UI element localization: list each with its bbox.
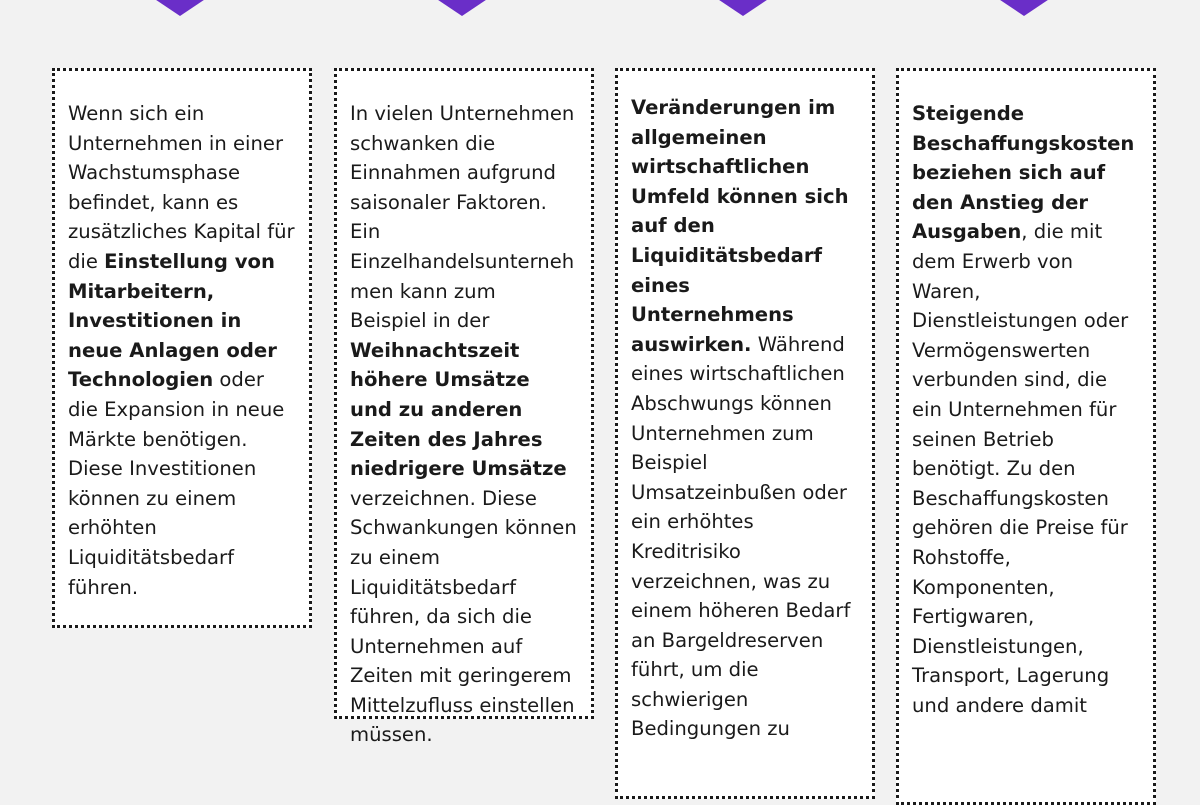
info-card-seasonal <box>334 68 594 747</box>
card-text-regular: Wenn sich ein Unternehmen in einer Wachstumsphase befindet, kann es zusätzliches Kapital für die <box>68 102 295 273</box>
card-text-regular: oder die Expansion in neue Märkte benötigen. Diese Investitionen können zu einem erhöhten Liquiditätsbedarf führen. <box>68 368 285 599</box>
card-text-bold: Einstellung von Mitarbeitern, Investitionen in neue Anlagen oder Technologien <box>68 249 277 392</box>
info-card-growth <box>52 68 312 628</box>
card-text-regular: In vielen Unternehmen schwanken die Einnahmen aufgrund saisonaler Faktoren. Ein Einzelhandelsunternehmen kann zum Beispiel in der <box>350 102 575 333</box>
card-text-regular: verzeichnen. Diese Schwankungen können zu einem Liquiditätsbedarf führen, da sich die Unternehmen auf Zeiten mit geringerem Mittelzufluss einstellen müssen. <box>350 486 577 747</box>
badge-icon <box>709 0 777 16</box>
card-text <box>68 99 296 602</box>
badge-icon <box>990 0 1058 16</box>
card-text-regular: , die mit dem Erwerb von Waren, Dienstleistungen oder Vermögenswerten verbunden sind, die ein Unternehmen für seinen Betrieb benötigt. Zu den Beschaffungskosten gehören die Preise für Rohstoffe, Komponenten, Fertigwaren, Dienstleistungen, Transport, Lagerung und andere damit <box>912 220 1129 717</box>
card-text-bold: Veränderungen im allgemeinen wirtschaftlichen Umfeld können sich auf den Liquiditätsbedarf eines Unternehmens auswirken. <box>631 96 849 356</box>
card-text <box>912 99 1140 720</box>
card-text-regular: Während eines wirtschaftlichen Abschwungs können Unternehmen zum Beispiel Umsatzeinbußen oder ein erhöhtes Kreditrisiko verzeichnen, was zu einem höheren Bedarf an Bargeldreserven führt, um die schwierigen Bedingungen zu <box>631 332 851 741</box>
card-text-bold: Steigende Beschaffungskosten beziehen sich auf den Anstieg der Ausgaben <box>912 102 1135 244</box>
badge-icon <box>146 0 214 16</box>
info-card-costs <box>896 68 1156 805</box>
info-card-economy <box>615 68 875 799</box>
card-text-bold: Weihnachtszeit höhere Umsätze und zu anderen Zeiten des Jahres niedrigere Umsätze <box>350 338 567 481</box>
card-text <box>350 99 578 750</box>
badge-icon <box>428 0 496 16</box>
card-text <box>631 93 859 744</box>
